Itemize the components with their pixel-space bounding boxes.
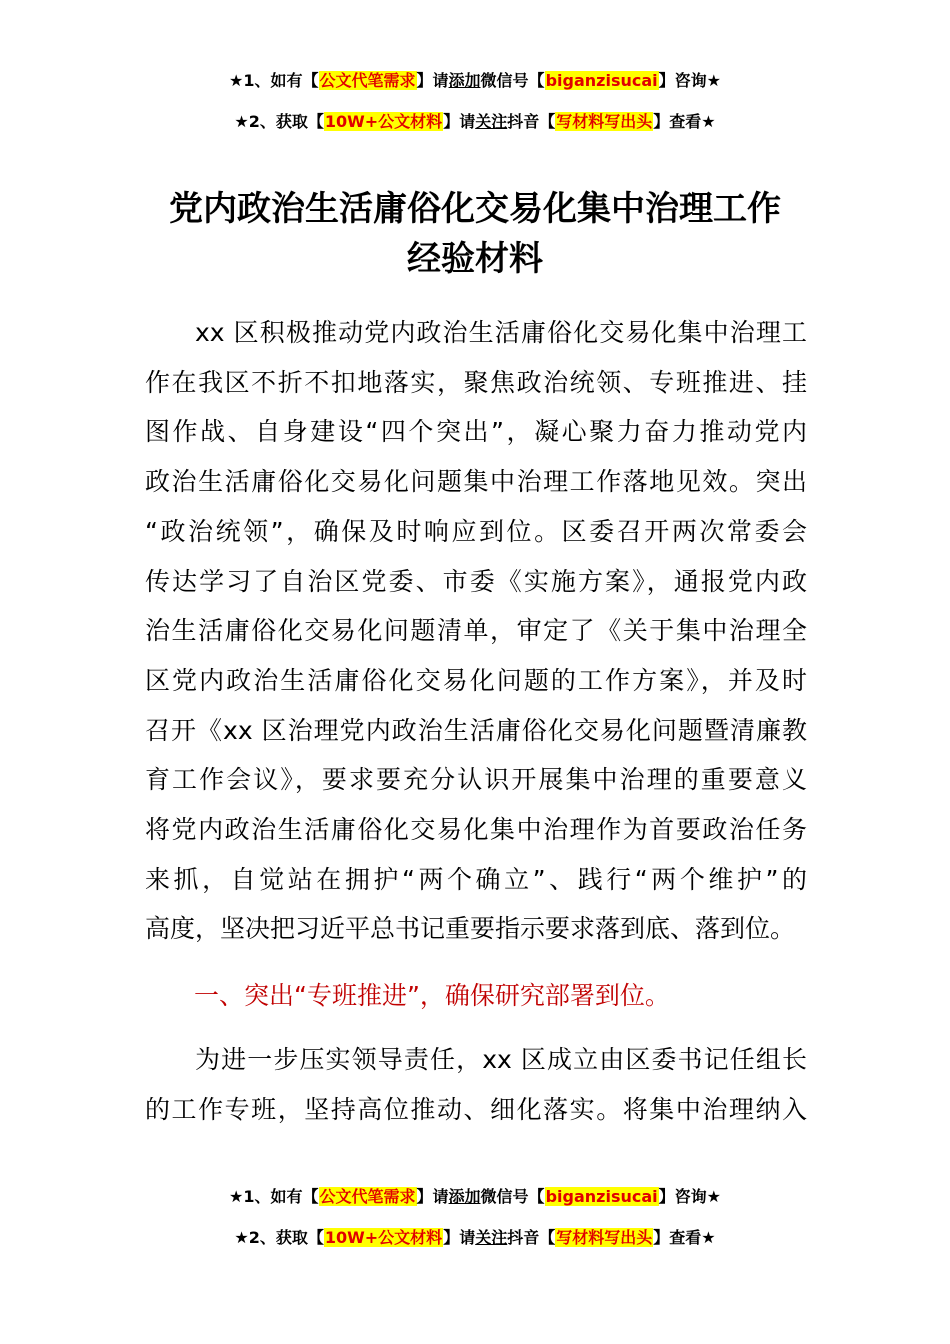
body-paragraph-2 [145,1035,807,1134]
paragraph-line: 传达学习了自治区党委、市委《实施方案》，通报党内政 [145,566,807,596]
body-paragraph-1 [145,308,807,954]
promo-underline: 关注 [475,1228,508,1247]
paragraph-line: 高度，坚决把习近平总书记重要指示要求落到底、落到位。 [145,914,796,944]
paragraph-line: 图作战、自身建设“四个突出”，凝心聚力奋力推动党内 [145,417,807,447]
paragraph-line: 来抓，自觉站在拥护“两个确立”、践行“两个维护”的 [145,864,807,894]
promo-highlight: 公文代笔需求 [319,71,416,90]
paragraph-line: 召开《xx 区治理党内政治生活庸俗化交易化问题暨清廉教 [145,715,807,745]
paragraph-line: 区党内政治生活庸俗化交易化问题的工作方案》，并及时 [145,665,807,695]
promo-underline: 关注 [475,112,508,131]
document-title-line-2: 经验材料 [407,239,543,279]
promo-underline: 添加 [448,71,481,90]
douyin-id: 写材料写出头 [556,112,653,131]
section-heading-1: 一、突出“专班推进”，确保研究部署到位。 [194,981,670,1010]
paragraph-line: 政治生活庸俗化交易化问题集中治理工作落地见效。突出 [145,467,807,497]
douyin-id: 写材料写出头 [556,1228,653,1247]
promo-line-1-top: ★1、如有【公文代笔需求】请添加微信号【biganzisucai】咨询★ [229,71,721,90]
promo-highlight: 10W+公文材料 [324,112,443,131]
promo-highlight: 10W+公文材料 [324,1228,443,1247]
paragraph-line: 将党内政治生活庸俗化交易化集中治理作为首要政治任务 [145,815,807,845]
paragraph-line: 作在我区不折不扣地落实，聚焦政治统领、专班推进、挂 [145,367,807,397]
paragraph-line: “政治统领”，确保及时响应到位。区委召开两次常委会 [145,516,807,546]
paragraph-line: 治生活庸俗化交易化问题清单，审定了《关于集中治理全 [145,616,807,646]
paragraph-line: 育工作会议》，要求要充分认识开展集中治理的重要意义 [145,765,807,795]
wechat-id: biganzisucai [545,1187,658,1206]
paragraph-line: xx 区积极推动党内政治生活庸俗化交易化集中治理工 [195,318,807,347]
promo-line-1-bottom: ★1、如有【公文代笔需求】请添加微信号【biganzisucai】咨询★ [229,1187,721,1206]
promo-underline: 添加 [448,1187,481,1206]
paragraph-line: 为进一步压实领导责任，xx 区成立由区委书记任组长 [195,1045,807,1074]
document-title-line-1: 党内政治生活庸俗化交易化集中治理工作 [169,189,781,229]
promo-highlight: 公文代笔需求 [319,1187,416,1206]
promo-line-2-bottom: ★2、获取【10W+公文材料】请关注抖音【写材料写出头】查看★ [234,1228,716,1247]
paragraph-line: 的工作专班，坚持高位推动、细化落实。将集中治理纳入 [145,1094,807,1124]
promo-line-2-top: ★2、获取【10W+公文材料】请关注抖音【写材料写出头】查看★ [234,112,716,131]
wechat-id: biganzisucai [545,71,658,90]
